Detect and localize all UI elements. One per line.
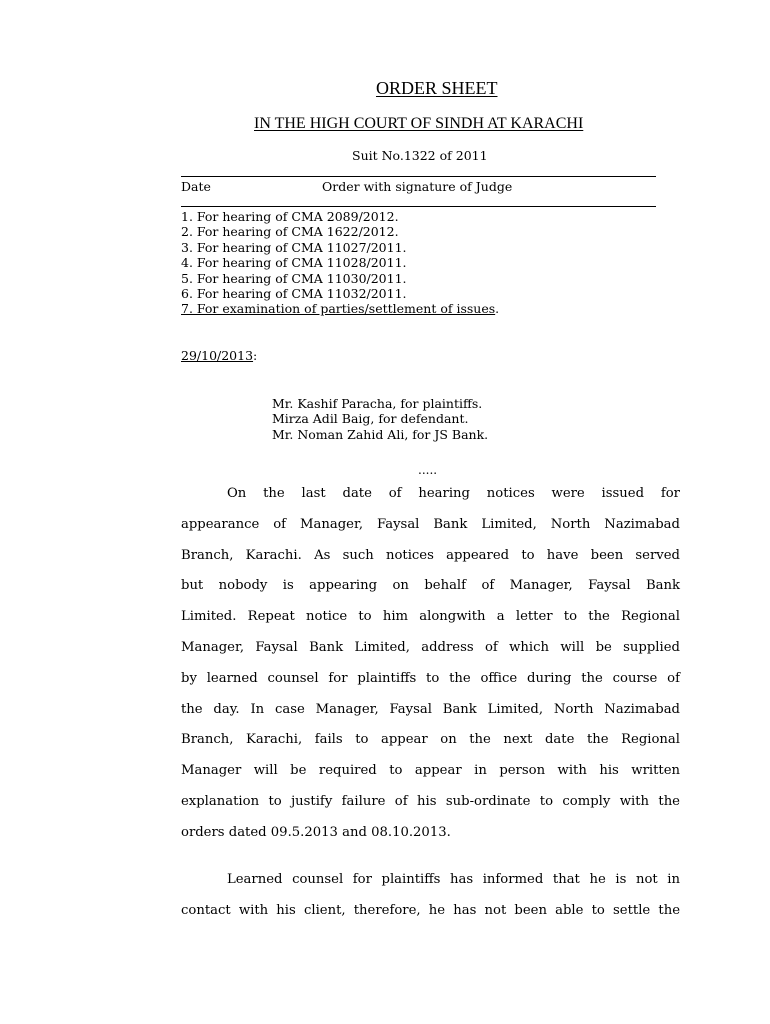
paragraph-line: explanation to justify failure of his sub-ordinate to comply with the xyxy=(181,793,680,809)
appearance-line: Mr. Noman Zahid Ali, for JS Bank. xyxy=(272,426,489,442)
order-date xyxy=(181,348,257,363)
suit-number: Suit No.1322 of 2011 xyxy=(352,148,488,163)
order-date-suffix: : xyxy=(253,348,258,363)
appearance-line: Mirza Adil Baig, for defendant. xyxy=(272,411,469,427)
order-date-value: 29/10/2013 xyxy=(181,348,254,363)
appearances-block xyxy=(272,396,488,442)
agenda-item-last xyxy=(181,301,499,316)
paragraph-line: the day. In case Manager, Faysal Bank Limited, North Nazimabad xyxy=(181,701,680,717)
paragraph-line: but nobody is appearing on behalf of Manager, Faysal Bank xyxy=(181,578,680,594)
table-header-rule xyxy=(181,206,656,207)
paragraph-line: Manager, Faysal Bank Limited, address of which will be supplied xyxy=(181,639,680,655)
paragraph-line: Branch, Karachi, fails to appear on the next date the Regional xyxy=(181,732,680,748)
agenda-item: 1. For hearing of CMA 2089/2012. xyxy=(181,209,399,224)
agenda-item: 5. For hearing of CMA 11030/2011. xyxy=(181,270,407,286)
agenda-list xyxy=(181,209,499,317)
paragraph-line: On the last date of hearing notices were issued for xyxy=(227,486,680,501)
agenda-item-last-text: 7. For examination of parties/settlement of issues xyxy=(181,301,496,317)
appearance-line: Mr. Kashif Paracha, for plaintiffs. xyxy=(272,396,483,411)
order-paragraph-1 xyxy=(181,479,680,849)
agenda-item-last-end: . xyxy=(495,301,500,317)
table-top-rule xyxy=(181,176,656,177)
paragraph-line: appearance of Manager, Faysal Bank Limited, North Nazimabad xyxy=(181,516,680,532)
paragraph-line: by learned counsel for plaintiffs to the office during the course of xyxy=(181,670,680,686)
section-separator: ..... xyxy=(418,463,438,477)
paragraph-line: Learned counsel for plaintiffs has informed that he is not in xyxy=(227,872,680,887)
paragraph-line: orders dated 09.5.2013 and 08.10.2013. xyxy=(181,824,451,840)
agenda-item: 4. For hearing of CMA 11028/2011. xyxy=(181,255,407,271)
paragraph-line: contact with his client, therefore, he has not been able to settle the xyxy=(181,902,680,918)
paragraph-line: Manager will be required to appear in person with his written xyxy=(181,763,680,779)
order-column-header: Order with signature of Judge xyxy=(322,179,513,194)
agenda-item: 6. For hearing of CMA 11032/2011. xyxy=(181,286,407,302)
agenda-item: 3. For hearing of CMA 11027/2011. xyxy=(181,239,407,255)
agenda-item: 2. For hearing of CMA 1622/2012. xyxy=(181,224,399,240)
paragraph-line: Branch, Karachi. As such notices appeared to have been served xyxy=(181,547,680,563)
court-name: IN THE HIGH COURT OF SINDH AT KARACHI xyxy=(254,115,584,132)
date-column-header: Date xyxy=(181,179,211,194)
paragraph-line: Limited. Repeat notice to him alongwith a letter to the Regional xyxy=(181,609,680,625)
order-paragraph-2 xyxy=(181,865,680,927)
page-title: ORDER SHEET xyxy=(376,78,498,98)
